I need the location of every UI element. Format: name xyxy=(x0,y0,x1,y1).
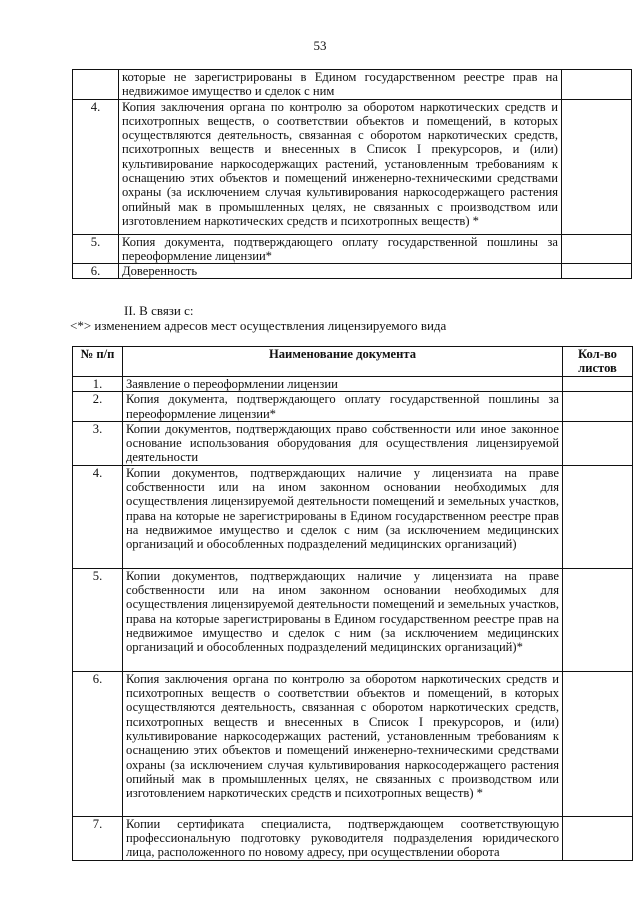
table-row xyxy=(73,568,633,671)
row-number: 6. xyxy=(73,671,123,816)
row-document-name: Копия заключения органа по контролю за оборотом наркотических средств и психотропных веществ о соответствии объектов и помещений, в которых осуществляются деятельность, связанная с оборотом наркотических средств, психотропных веществ и внесенных в Список I прекурсоров, и (или) культивирование наркосодержащих растений, установленным требованиям к оснащению этих объектов и помещений инженерно-техническими средствами охраны (за исключением случая культивирования наркосодержащего растения опийный мак в промышленных целях, не связанных с производством или изготовлением наркотических средств и психотропных веществ) * xyxy=(123,671,563,816)
table-row xyxy=(73,816,633,860)
row-sheets-cell xyxy=(563,421,633,465)
row-sheets-cell xyxy=(563,816,633,860)
row-number: 5. xyxy=(73,568,123,671)
header-number: № п/п xyxy=(73,347,123,377)
row-number: 5. xyxy=(73,234,119,264)
row-sheets-cell xyxy=(562,99,632,234)
header-sheets: Кол-во листов xyxy=(563,347,633,377)
table-row xyxy=(73,70,632,100)
row-sheets-cell xyxy=(563,671,633,816)
row-document-name: Копии документов, подтверждающих право собственности или иное законное основание использования оборудования для осуществления лицензируемой деятельности xyxy=(123,421,563,465)
row-number: 6. xyxy=(73,264,119,279)
row-number: 7. xyxy=(73,816,123,860)
row-document-name: Копии документов, подтверждающих наличие у лицензиата на праве собственности или на ином законном основании необходимых для осуществления лицензируемой деятельности помещений и земельных участков, права на которые не зарегистрированы в Едином государственном реестре прав на недвижимое имущество и сделок с ним (за исключением медицинских организаций и обособленных подразделений медицинских организаций) xyxy=(123,465,563,568)
table-row xyxy=(73,421,633,465)
documents-table xyxy=(72,346,633,861)
row-document-name: Доверенность xyxy=(119,264,562,279)
row-document-name: Копии сертификата специалиста, подтверждающем соответствующую профессиональную подготовку руководителя подразделения юридического лица, расположенного по новому адресу, при осуществлении оборота xyxy=(123,816,563,860)
row-number xyxy=(73,70,119,100)
row-number: 2. xyxy=(73,392,123,422)
row-document-name: Копия документа, подтверждающего оплату государственной пошлины за переоформление лицензии* xyxy=(119,234,562,264)
section-heading: II. В связи с: xyxy=(124,303,194,318)
table-header-row xyxy=(73,347,633,377)
row-number: 4. xyxy=(73,465,123,568)
row-number: 4. xyxy=(73,99,119,234)
row-sheets-cell xyxy=(562,264,632,279)
row-sheets-cell xyxy=(562,234,632,264)
row-document-name: которые не зарегистрированы в Едином государственном реестре прав на недвижимое имущество и сделок с ним xyxy=(119,70,562,100)
row-sheets-cell xyxy=(562,70,632,100)
row-document-name: Копия заключения органа по контролю за оборотом наркотических средств и психотропных веществ, о соответствии объектов и помещений, в которых осуществляются деятельность, связанная с оборотом наркотических средств, психотропных веществ и внесенных в Список I прекурсоров, и (или) культивирование наркосодержащих растений, установленным требованиям к оснащению этих объектов и помещений инженерно-техническими средствами охраны (за исключением случая культивирования наркосодержащего растения опийный мак в промышленных целях, не связанных с производством или изготовлением наркотических средств и психотропных веществ) * xyxy=(119,99,562,234)
row-document-name: Копии документов, подтверждающих наличие у лицензиата на праве собственности или на ином законном основании необходимых для осуществления лицензируемой деятельности помещений и земельных участков, права на которые зарегистрированы в Едином государственном реестре прав на недвижимое имущество и сделок с ним (за исключением медицинских организаций и обособленных подразделений медицинских организаций)* xyxy=(123,568,563,671)
continued-documents-table xyxy=(72,69,632,279)
row-sheets-cell xyxy=(563,377,633,392)
row-document-name: Заявление о переоформлении лицензии xyxy=(123,377,563,392)
table-row xyxy=(73,264,632,279)
header-document-name: Наименование документа xyxy=(123,347,563,377)
row-number: 1. xyxy=(73,377,123,392)
section-subheading: <*> изменением адресов мест осуществления лицензируемого вида xyxy=(70,318,447,333)
row-sheets-cell xyxy=(563,392,633,422)
row-sheets-cell xyxy=(563,568,633,671)
row-document-name: Копия документа, подтверждающего оплату государственной пошлины за переоформление лицензии* xyxy=(123,392,563,422)
table-row xyxy=(73,234,632,264)
table-row xyxy=(73,465,633,568)
row-sheets-cell xyxy=(563,465,633,568)
table-row xyxy=(73,377,633,392)
table-row xyxy=(73,99,632,234)
row-number: 3. xyxy=(73,421,123,465)
table-row xyxy=(73,671,633,816)
page-number: 53 xyxy=(313,38,327,53)
table-row xyxy=(73,392,633,422)
